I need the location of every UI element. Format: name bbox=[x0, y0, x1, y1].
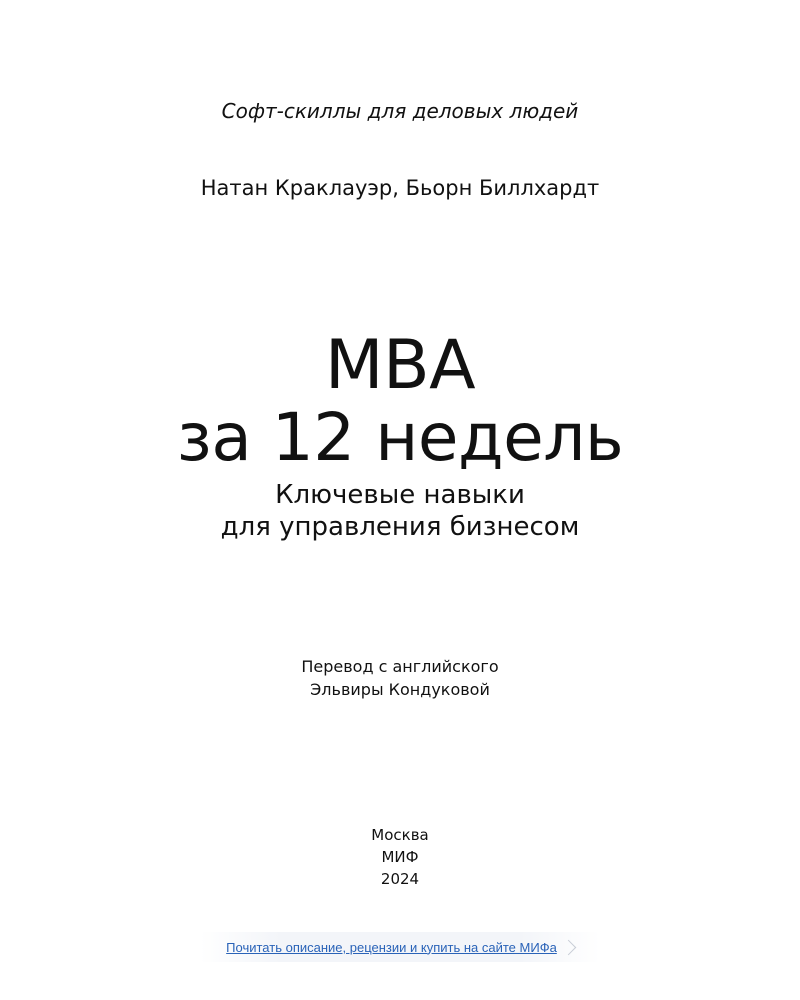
imprint-city: Москва bbox=[371, 826, 429, 844]
imprint-publisher: МИФ bbox=[381, 848, 419, 866]
book-title-line-1: MBA bbox=[324, 326, 476, 405]
book-title-line-2: за 12 недель bbox=[176, 399, 624, 476]
subtitle-line-2: для управления бизнесом bbox=[220, 512, 580, 542]
buy-link-banner[interactable] bbox=[200, 932, 600, 962]
chevron-right-icon bbox=[561, 939, 577, 955]
imprint-year: 2024 bbox=[380, 870, 420, 888]
buy-link[interactable]: Почитать описание, рецензии и купить на сайте МИФа bbox=[226, 939, 557, 955]
series-name: Софт-скиллы для деловых людей bbox=[221, 99, 579, 123]
authors: Натан Краклауэр, Бьорн Биллхардт bbox=[200, 176, 600, 200]
translation-line-1: Перевод с английского bbox=[301, 657, 499, 676]
translation-line-2: Эльвиры Кондуковой bbox=[310, 680, 490, 699]
subtitle-line-1: Ключевые навыки bbox=[275, 480, 525, 510]
